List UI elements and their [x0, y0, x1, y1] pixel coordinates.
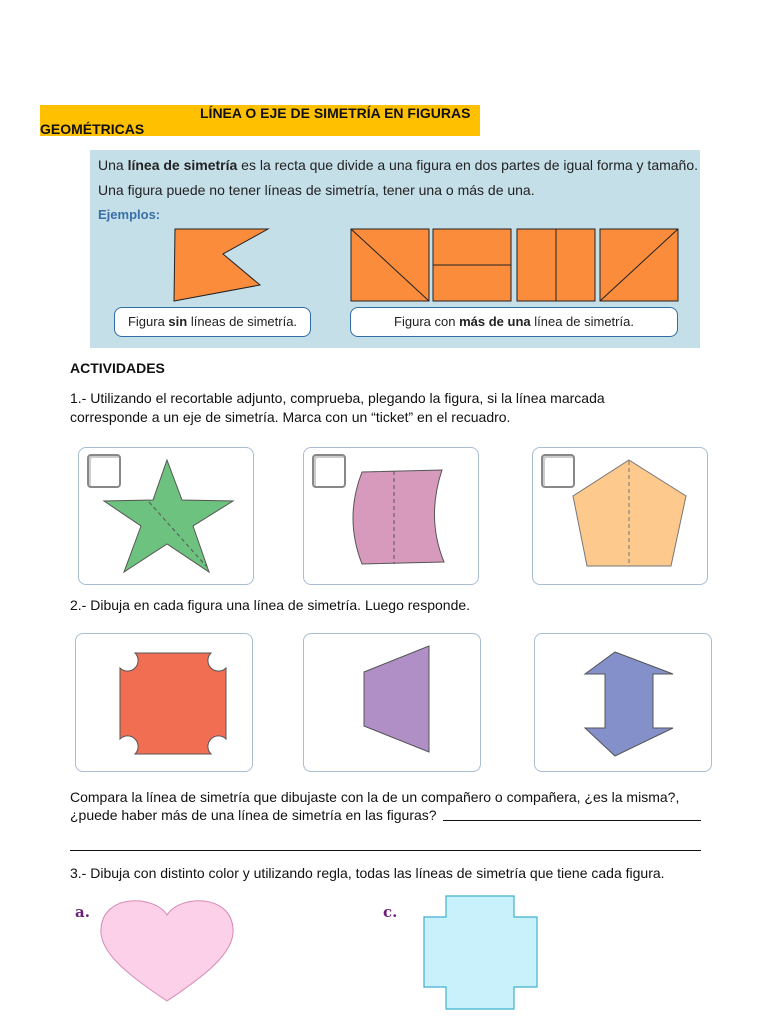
caption-text-rest: línea de simetría.: [530, 314, 634, 329]
page-title-line2: GEOMÉTRICAS: [40, 121, 145, 137]
definition-text-rest: es la recta que divide a una figura en dos partes de igual forma y tamaño.: [237, 157, 699, 173]
question-1-line1: 1.- Utilizando el recortable adjunto, comprueba, plegando la figura, si la línea marcada: [70, 390, 605, 406]
compare-line1: Compara la línea de simetría que dibujaste con la de un compañero o compañera, ¿es la misma?,: [70, 789, 680, 805]
caption-many-symmetry: [350, 307, 678, 337]
card-octagon: [75, 633, 253, 772]
asymmetric-shape: [174, 229, 268, 301]
answer-line-2[interactable]: [70, 850, 701, 851]
cross-shape[interactable]: [420, 893, 540, 1013]
question-1-line2: corresponde a un eje de simetría. Marca con un “ticket” en el recuadro.: [70, 409, 511, 425]
pentagon-shape: [533, 448, 707, 584]
definition-term: línea de simetría: [127, 157, 238, 173]
trapezoid-shape[interactable]: [304, 634, 480, 771]
caption-text: Figura con: [394, 314, 460, 329]
card-trapezoid: [303, 633, 481, 772]
examples-label: Ejemplos:: [98, 207, 161, 222]
double-arrow-shape[interactable]: [535, 634, 711, 771]
caption-text-rest: líneas de simetría.: [187, 314, 298, 329]
definition-box: [90, 150, 700, 348]
definition-line2: Una figura puede no tener líneas de simetría, tener una o más de una.: [98, 182, 535, 198]
caption-text: Figura: [127, 314, 169, 329]
card-star: [78, 447, 254, 585]
question-2: 2.- Dibuja en cada figura una línea de simetría. Luego responde.: [70, 597, 471, 613]
star-shape: [79, 448, 253, 584]
question-3: 3.- Dibuja con distinto color y utilizando regla, todas las líneas de simetría que tiene cada figura.: [70, 865, 665, 881]
label-a: a.: [75, 903, 90, 921]
label-c: c.: [383, 903, 398, 921]
activities-heading: ACTIVIDADES: [70, 360, 165, 376]
heart-shape[interactable]: [95, 895, 240, 1005]
notched-square-shape[interactable]: [76, 634, 252, 771]
compare-line2: ¿puede haber más de una línea de simetría en las figuras?: [70, 807, 437, 823]
caption-no-symmetry: [114, 307, 311, 337]
card-double-arrow: [534, 633, 712, 772]
page-title-line1: LÍNEA O EJE DE SIMETRÍA EN FIGURAS: [200, 105, 471, 121]
caption-bold: más de una: [459, 314, 531, 329]
answer-line-1[interactable]: [443, 820, 701, 821]
card-pentagon: [532, 447, 708, 585]
card-curved-shape: [303, 447, 479, 585]
curved-shape: [304, 448, 478, 584]
definition-text: Una: [98, 157, 128, 173]
caption-bold: sin: [168, 314, 188, 329]
